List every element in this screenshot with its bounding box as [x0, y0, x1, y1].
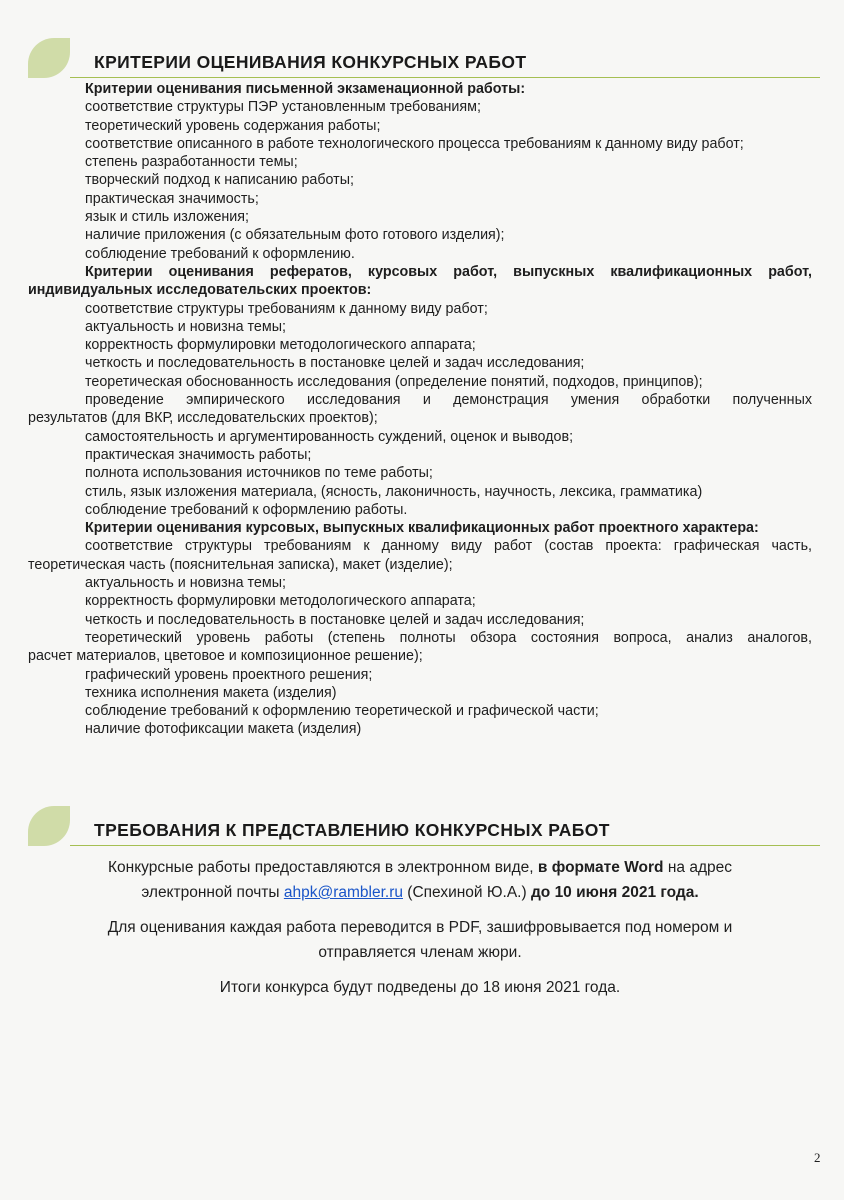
criteria-item: теоретическая обоснованность исследования (определение понятий, подходов, принципов); [85, 373, 703, 390]
criteria-item: соблюдение требований к оформлению работы. [85, 501, 408, 518]
criteria-item: актуальность и новизна темы; [85, 318, 286, 335]
criteria-item: корректность формулировки методологического аппарата; [85, 337, 476, 354]
criteria-item: соблюдение требований к оформлению. [85, 245, 355, 262]
text-fragment: (Спехиной Ю.А.) [402, 884, 531, 901]
criteria-item-cont: результатов (для ВКР, исследовательских проектов); [28, 410, 378, 427]
criteria-item: полнота использования источников по теме работы; [85, 465, 433, 482]
criteria-section-title: КРИТЕРИИ ОЦЕНИВАНИЯ КОНКУРСНЫХ РАБОТ [94, 52, 527, 72]
criteria-item: практическая значимость; [85, 190, 259, 207]
criteria-heading-exam: Критерии оценивания письменной экзаменационной работы: [85, 81, 526, 97]
leaf-icon [28, 806, 70, 846]
requirements-section-header [24, 806, 820, 856]
criteria-item: соответствие структуры ПЭР установленным требованиям; [85, 99, 481, 116]
text-fragment: электронной почты [141, 884, 284, 901]
format-emphasis: в формате Word [537, 859, 664, 876]
requirements-section-title: ТРЕБОВАНИЯ К ПРЕДСТАВЛЕНИЮ КОНКУРСНЫХ РАБОТ [94, 820, 610, 840]
submission-paragraph [28, 855, 812, 905]
section-divider [70, 845, 820, 846]
criteria-item-cont: расчет материалов, цветовое и композиционное решение); [28, 648, 423, 665]
evaluation-paragraph [28, 915, 812, 965]
page-number: 2 [814, 1150, 821, 1165]
text-fragment: отправляется членам жюри. [318, 944, 522, 961]
criteria-item: техника исполнения макета (изделия) [85, 684, 337, 701]
criteria-item: теоретический уровень содержания работы; [85, 117, 381, 134]
criteria-item: наличие фотофиксации макета (изделия) [85, 721, 362, 738]
criteria-item: наличие приложения (с обязательным фото готового изделия); [85, 227, 505, 244]
criteria-item: четкость и последовательность в постановке целей и задач исследования; [85, 611, 585, 628]
criteria-item: теоретический уровень работы (степень полноты обзора состояния вопроса, анализ аналогов, [85, 629, 812, 646]
text-fragment: на адрес [663, 859, 732, 876]
criteria-item: актуальность и новизна темы; [85, 575, 286, 592]
criteria-item: практическая значимость работы; [85, 446, 312, 463]
criteria-item: корректность формулировки методологического аппарата; [85, 593, 476, 610]
text-fragment: Конкурсные работы предоставляются в электронном виде, [108, 859, 538, 876]
criteria-item: четкость и последовательность в постановке целей и задач исследования; [85, 355, 585, 372]
results-paragraph: Итоги конкурса будут подведены до 18 июня 2021 года. [219, 979, 621, 996]
section-divider [70, 77, 820, 78]
criteria-item: соблюдение требований к оформлению теоретической и графической части; [85, 703, 599, 720]
criteria-heading-essays: Критерии оценивания рефератов, курсовых работ, выпускных квалификационных работ, [85, 263, 812, 280]
criteria-item-cont: теоретическая часть (пояснительная записка), макет (изделие); [28, 556, 453, 573]
criteria-item: графический уровень проектного решения; [85, 666, 373, 683]
criteria-heading-essays-cont: индивидуальных исследовательских проектов: [28, 282, 372, 299]
criteria-item: проведение эмпирического исследования и демонстрация умения обработки полученных [85, 392, 812, 409]
criteria-item: степень разработанности темы; [85, 154, 298, 171]
criteria-item: соответствие структуры требованиям к данному виду работ; [85, 300, 488, 317]
criteria-list [28, 80, 812, 739]
text-fragment: Для оценивания каждая работа переводится в PDF, зашифровывается под номером и [107, 919, 733, 936]
deadline-emphasis: до 10 июня 2021 года. [530, 884, 699, 901]
requirements-text [28, 855, 812, 1000]
criteria-item: самостоятельность и аргументированность суждений, оценок и выводов; [85, 428, 574, 445]
criteria-item: соответствие структуры требованиям к данному виду работ (состав проекта: графическая часть, [85, 538, 812, 555]
email-link[interactable]: ahpk@rambler.ru [283, 884, 403, 901]
criteria-heading-projects: Критерии оценивания курсовых, выпускных квалификационных работ проектного характера: [85, 520, 759, 537]
criteria-item: язык и стиль изложения; [85, 209, 249, 226]
leaf-icon [28, 38, 70, 78]
criteria-item: творческий подход к написанию работы; [85, 172, 354, 189]
criteria-item: стиль, язык изложения материала, (ясность, лаконичность, научность, лексика, грамматика) [85, 483, 703, 500]
criteria-item: соответствие описанного в работе технологического процесса требованиям к данному виду работ; [85, 135, 744, 152]
